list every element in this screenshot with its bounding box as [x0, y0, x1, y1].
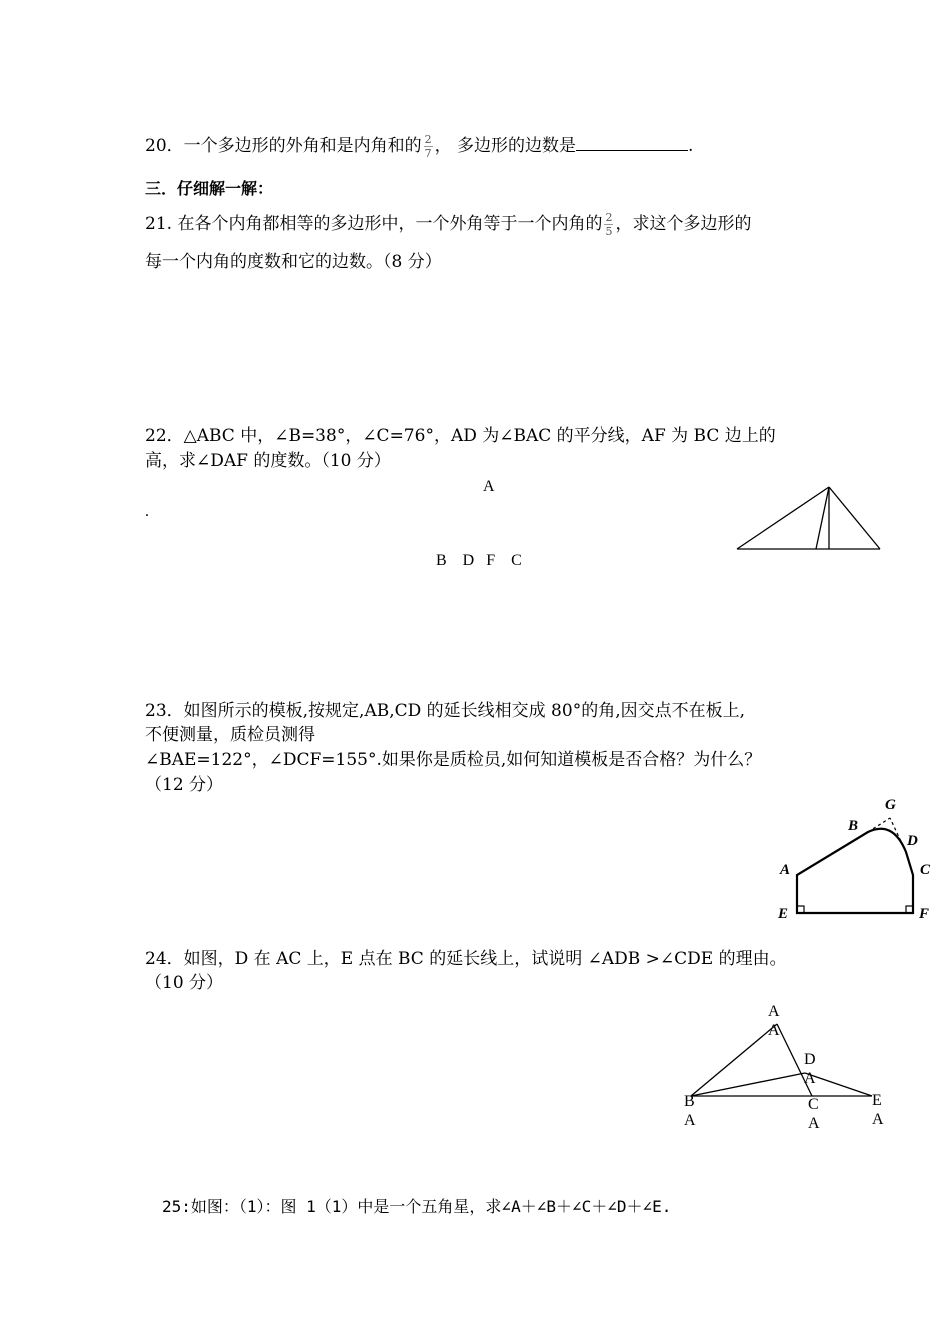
q22-labels-bottom: B D F C — [436, 552, 522, 569]
q24-label-c: C — [808, 1096, 819, 1113]
extension-ab — [868, 818, 890, 832]
q20-text-end: . — [688, 136, 694, 156]
question-22-line2: 高，求∠DAF 的度数。（10 分） — [145, 451, 391, 471]
question-24-line1: 24．如图，D 在 AC 上，E 点在 BC 的延长线上，试说明 ∠ADB >∠CDE 的理由。 — [145, 949, 787, 969]
q20-fraction: $\frac{2}{7}$ — [424, 133, 432, 160]
q24-label-d-a: A — [804, 1070, 816, 1087]
question-23-line4: （12 分） — [145, 775, 224, 795]
q21-fraction: $\frac{2}{5}$ — [605, 211, 613, 238]
section-heading: 三．仔细解一解： — [145, 179, 274, 198]
extension-cd — [890, 818, 906, 852]
q23-label-g: G — [885, 797, 896, 813]
right-angle-e — [797, 906, 804, 913]
template-outline — [797, 829, 913, 913]
q20-text-mid: ， 多边形的边数是 — [434, 136, 577, 156]
q22-dot: . — [145, 503, 149, 520]
question-20 — [145, 133, 693, 160]
q24-label-e-a: A — [872, 1111, 884, 1128]
q24-label-e: E — [872, 1092, 882, 1109]
question-23-line2: 不便测量，质检员测得 — [145, 725, 315, 745]
q20-text-start: 20．一个多边形的外角和是内角和的 — [145, 136, 422, 156]
q23-label-d: D — [907, 833, 918, 849]
q24-label-d: D — [804, 1051, 816, 1068]
q24-label-b: B — [684, 1093, 695, 1110]
q23-label-c: C — [920, 862, 931, 878]
q23-label-b: B — [848, 818, 859, 834]
q24-label-b-a: A — [684, 1112, 696, 1129]
triangle-abc — [737, 487, 880, 549]
q24-label-a2: A — [768, 1022, 780, 1039]
q24-label-c-a: A — [808, 1115, 820, 1132]
q24-label-a: A — [768, 1003, 780, 1020]
question-21-line2: 每一个内角的度数和它的边数。（8 分） — [145, 252, 442, 272]
answer-blank[interactable] — [576, 134, 688, 151]
question-21-line1 — [145, 211, 751, 238]
question-23-line1: 23．如图所示的模板,按规定,AB,CD 的延长线相交成 80°的角,因交点不在板上, — [145, 701, 745, 721]
question-25: 25:如图：（1）：图 1（1）中是一个五角星，求∠A＋∠B＋∠C＋∠D＋∠E. — [162, 1197, 672, 1216]
right-angle-f — [906, 906, 913, 913]
question-23-line3: ∠BAE=122°，∠DCF=155°.如果你是质检员,如何知道模板是否合格？为什么？ — [145, 750, 762, 770]
q23-label-a: A — [780, 862, 791, 878]
q23-label-f: F — [919, 906, 930, 922]
segment-ba — [691, 1024, 777, 1096]
question-24-line2: （10 分） — [145, 973, 224, 993]
q23-label-e: E — [778, 906, 789, 922]
q21-text-end: ，求这个多边形的 — [615, 214, 752, 234]
question-22-line1: 22．△ABC 中，∠B=38°，∠C=76°，AD 为∠BAC 的平分线，AF 为 BC 边上的 — [145, 426, 776, 446]
segment-bd — [691, 1073, 805, 1096]
q22-label-a: A — [483, 478, 495, 495]
q21-text-start: 21. 在各个内角都相等的多边形中，一个外角等于一个内角的 — [145, 214, 603, 234]
